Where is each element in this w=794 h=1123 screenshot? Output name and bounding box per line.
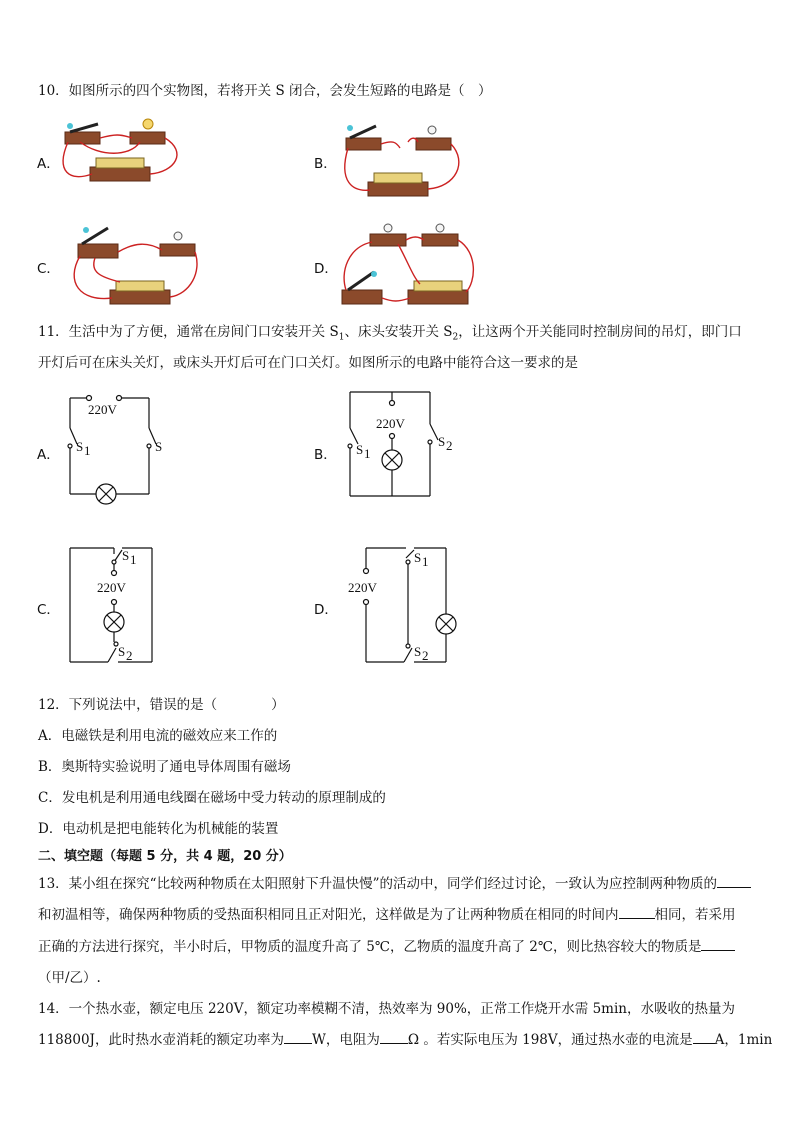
q10-figure-b [338,112,468,204]
q11-stem-part1: 11．生活中为了方便，通常在房间门口安装开关 S [38,324,339,340]
q11-circuit-b [340,384,460,504]
q11-c-s2-sub: 2 [126,648,133,663]
q11-stem-part3: ，让这两个开关能同时控制房间的吊灯，即门口 [458,324,742,340]
q10-figure-a [60,112,190,197]
q11-b-s2-text: S [438,434,446,449]
q12-stem: 12．下列说法中，错误的是（ ） [38,697,285,713]
q11-d-s1-sub: 1 [422,554,429,569]
q11-d-s1-text: S [414,550,422,565]
section-fill-in-header: 二、填空题（每题 5 分，共 4 题，20 分） [38,849,292,864]
q10-option-b-label: B． [314,156,337,172]
q11-sub2: 2 [452,332,459,343]
q10-option-c-label: C． [37,261,60,277]
q14-line2-text-b: W，电阻为 [311,1032,380,1048]
q10-option-a-label: A． [37,156,60,172]
q11-c-s1-sub: 1 [130,552,137,567]
q11-circuit-d [348,540,468,670]
q13-line1-text: 13．某小组在探究“比较两种物质在太阳照射下升温快慢”的活动中，同学们经过讨论，一致认为应控制两种物质的 [38,876,717,892]
q13-line3 [38,939,735,955]
q14-line2-text-c: Ω 。若实际电压为 198V，通过热水壶的电流是 [407,1032,693,1048]
q12-option-a: A．电磁铁是利用电流的磁效应来工作的 [38,728,278,744]
q14-line1: 14．一个热水壶，额定电压 220V，额定功率模糊不清，热效率为 90%，正常工作烧开水需 5min，水吸收的热量为 [38,1001,735,1017]
q11-b-s1-sub: 1 [364,446,371,461]
q11-stem-line1 [38,324,742,346]
q14-line2 [38,1032,772,1048]
q11-b-s2-sub: 2 [446,438,453,453]
q11-circuit-a [60,388,170,513]
q13-blank-3[interactable] [701,950,735,951]
q11-c-s2-text: S [118,644,126,659]
q10-figure-c [60,222,200,312]
q11-d-voltage-text: 220V [348,580,377,595]
q13-blank-2[interactable] [619,918,655,919]
q13-line3-text: 正确的方法进行探究，半小时后，甲物质的温度升高了 5℃，乙物质的温度升高了 2℃，则比热容较大的物质是 [38,939,702,955]
q13-line4: （甲/乙）. [38,970,101,986]
q11-b-s1-text: S [356,442,364,457]
q13-line2 [38,907,736,923]
q11-a-s1-text: S [76,439,84,454]
q12-option-d: D．电动机是把电能转化为机械能的装置 [38,821,279,837]
q14-blank-resistance[interactable] [380,1043,408,1044]
q11-sub1: 1 [338,332,345,343]
q14-blank-current[interactable] [693,1043,715,1044]
q14-line2-text-a: 118800J，此时热水壶消耗的额定功率为 [38,1032,284,1048]
q13-line2-text-b: 相同，若采用 [654,907,736,923]
q11-d-s2-sub: 2 [422,648,429,663]
q11-stem-line2: 开灯后可在床头关灯，或床头开灯后可在门口关灯。如图所示的电路中能符合这一要求的是 [38,355,578,371]
q14-blank-power[interactable] [284,1043,312,1044]
q11-stem-part2: 、床头安装开关 S [344,324,453,340]
q11-circuit-c [62,540,172,670]
q11-a-voltage-text: 220V [88,402,117,417]
q10-stem: 10．如图所示的四个实物图，若将开关 S 闭合，会发生短路的电路是（ ） [38,83,492,99]
q14-line2-text-d: A，1min [714,1032,773,1048]
q11-option-b-label: B． [314,447,337,463]
q10-option-d-label: D． [314,261,338,277]
q12-option-b: B．奥斯特实验说明了通电导体周围有磁场 [38,759,291,775]
q11-d-s2-text: S [414,644,422,659]
q12-option-c: C．发电机是利用通电线圈在磁场中受力转动的原理制成的 [38,790,386,806]
q10-figure-d [338,222,478,312]
q11-c-s1-text: S [122,548,130,563]
q11-option-d-label: D． [314,602,338,618]
q11-option-a-label: A． [37,447,60,463]
q11-b-voltage-text: 220V [376,416,405,431]
q13-blank-1[interactable] [717,887,751,888]
q13-line2-text-a: 和初温相等，确保两种物质的受热面积相同且正对阳光，这样做是为了让两种物质在相同的时间内 [38,907,619,923]
q11-option-c-label: C． [37,602,60,618]
q11-a-s2-text: S [155,439,163,454]
q11-a-s1-sub: 1 [84,443,91,458]
q13-line1 [38,876,751,892]
q11-c-voltage-text: 220V [97,580,126,595]
